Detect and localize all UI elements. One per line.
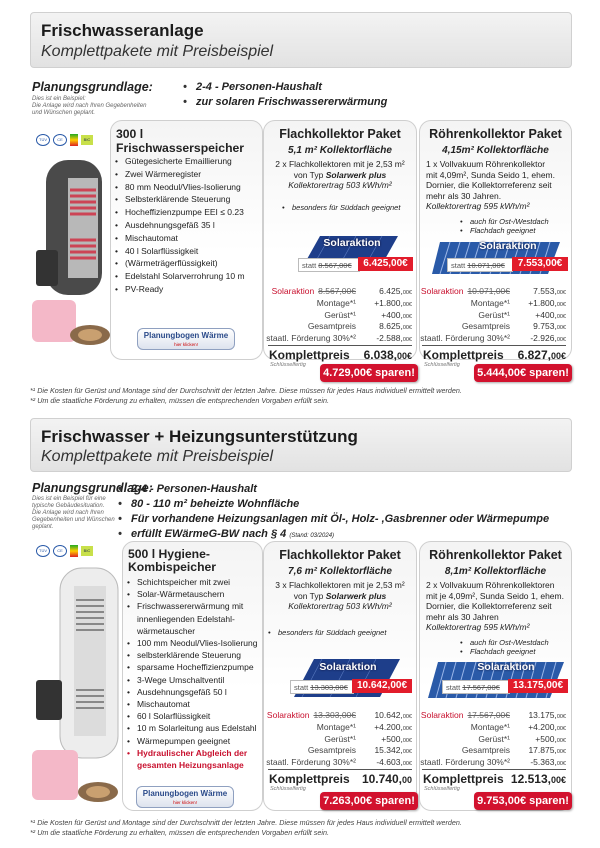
section2-tube-desc: 2 x Vollvakuum Röhrenkollektoren mit je 4,09m², Sunda Seido 1, ehem. Dornier, die Kollektorreferenz seit mehr als 30 Jahren Kollektorertrag 595 kWh/m² — [426, 580, 564, 632]
section1-tube-komplett-value: 6.827,00€ — [517, 348, 566, 362]
price-row: staatl. Förderung 30%*² -5.363,00€ — [420, 757, 566, 768]
section2-tube-statt: statt 17.567,00€ — [442, 680, 510, 694]
section2-tube-aktion: Solaraktion — [477, 661, 535, 673]
section1-tube-schluessel: Schlüsselfertig — [424, 362, 460, 368]
section1-tube-prices — [422, 286, 566, 345]
tuv-logo-icon: TÜV — [36, 545, 50, 557]
section2-flat-notes: • besonders für Süddach geeignet — [268, 628, 386, 637]
section2-tube-komplett-value: 12.513,00€ — [510, 772, 566, 786]
section2-flat-statt: statt 13.303,00€ — [290, 680, 354, 694]
price-row: Gesamtpreis 17.875,00€ — [461, 745, 566, 756]
planungsbogen-button-1[interactable]: Planungbogen Wärme hier klicken! — [137, 328, 235, 350]
section2-footnotes: *¹ Die Kosten für Gerüst und Montage sind der Durchschnitt der letzten Jahre. Diese müssen für jedes Haus individuell ermittelt werden. *² Um die staatliche Förderung zu erhalten, müssen die entsprechenden Vorgaben erfüllt sein. — [30, 818, 462, 837]
section1-subtitle: Komplettpakete mit Preisbeispiel — [41, 43, 274, 60]
energy-label-icon — [70, 134, 78, 146]
planungsbogen-button-2[interactable]: Planungbogen Wärme hier klicken! — [136, 786, 234, 808]
section1-flat-aktion-price: 6.425,00€ — [358, 257, 413, 271]
section2-tube-komplett-label: Komplettpreis — [423, 772, 504, 786]
section1-tube-komplett-label: Komplettpreis — [423, 348, 504, 362]
section1-title: Frischwasseranlage — [41, 21, 204, 40]
price-row: Solaraktion 8.567,00€ 6.425,00€ — [271, 286, 412, 296]
section1-bullets: • 2-4 - Personen-Haushalt • zur solaren Frischwassererwärmung — [183, 80, 387, 110]
price-row: Gerüst*¹ +400,00€ — [478, 309, 566, 320]
energy-label-icon — [70, 545, 78, 557]
section2-flat-komplett-label: Komplettpreis — [269, 772, 350, 786]
section1-footnotes: *¹ Die Kosten für Gerüst und Montage sind der Durchschnitt der letzten Jahre. Diese müssen für jedes Haus individuell ermittelt werden. *² Um die staatliche Förderung zu erhalten, müssen die entsprechenden Vorgaben erfüllt sein. — [30, 386, 462, 405]
section2-title: Frischwasser + Heizungsunterstützung — [41, 427, 358, 446]
section1-planning-note: Dies ist ein Beispiel: Die Anlage wird nach Ihren Gegebenheiten und Wünschen geplant. — [32, 96, 147, 116]
section2-tube-schluessel: Schlüsselfertig — [424, 786, 460, 792]
section1-flat-schluessel: Schlüsselfertig — [270, 362, 306, 368]
tuv-logo-icon: TÜV — [36, 134, 50, 146]
section1-tube-statt: statt 10.071,00€ — [447, 258, 513, 272]
section1-flat-statt: statt 8.567,00€ — [298, 258, 360, 272]
section2-storage-panel — [122, 541, 263, 811]
section1-flat-komplett-label: Komplettpreis — [269, 348, 350, 362]
price-row: Gesamtpreis 8.625,00€ — [307, 321, 412, 332]
price-row: Gesamtpreis 9.753,00€ — [461, 321, 566, 332]
section1-flat-aktion: Solaraktion — [323, 237, 381, 249]
section2-planning-title: Planungsgrundlage: — [32, 481, 153, 495]
section1-flat-notes: • besonders für Süddach geeignet — [282, 203, 400, 212]
kombi-storage-image — [30, 560, 122, 820]
section1-tube-notes: • auch für Ost-/Westdach • Flachdach geeignet — [460, 217, 549, 235]
section1-tube-separator — [422, 345, 566, 346]
section1-flat-prices — [268, 286, 412, 345]
bic-logo-icon: BIC — [81, 546, 93, 556]
price-row: Gerüst*¹ +500,00€ — [478, 733, 566, 744]
price-row: staatl. Förderung 30%*² -2.926,00€ — [420, 333, 566, 344]
section1-tube-subtitle: 4,15m² Kollektorfläche — [442, 145, 549, 156]
bic-logo-icon: BIC — [81, 135, 93, 145]
price-row: Solaraktion 17.567,00€ 13.175,00€ — [420, 710, 566, 720]
section2-tube-sparen-badge: 9.753,00€ sparen! — [474, 792, 572, 810]
section2-tube-prices — [422, 710, 566, 769]
section1-flat-desc: 2 x Flachkollektoren mit je 2,53 m² von Typ Solarwerk plus Kollektorertrag 503 kWh/m² — [275, 159, 405, 190]
section1-flat-sparen-badge: 4.729,00€ sparen! — [320, 364, 418, 382]
price-row: staatl. Förderung 30%*² -2.588,00€ — [266, 333, 412, 344]
section1-flat-title: Flachkollektor Paket — [279, 127, 401, 141]
price-row: Montage*¹ +1.800,00€ — [470, 297, 566, 308]
ce-logo-icon: CE — [53, 134, 67, 146]
section2-tube-title: Röhrenkollektor Paket — [429, 548, 562, 562]
section2-bullets: • 2-4 - Personen-Haushalt • 80 - 110 m² beheizte Wohnfläche • Für vorhandene Heizungsanlagen mit Öl-, Holz- ,Gasbrenner oder Wärmepumpe • erfüllt EWärmeG-BW nach § 4 (Stand: 03/2024) — [118, 482, 578, 544]
certification-logos — [36, 134, 93, 146]
section1-planning-title: Planungsgrundlage: — [32, 80, 153, 94]
section2-tube-notes: • auch für Ost-/Westdach • Flachdach geeignet — [460, 638, 549, 656]
section1-tube-desc: 1 x Vollvakuum Röhrenkollektor mit 4,09m², Sunda Seido 1, ehem. Dornier, die Kollektorreferenz seit mehr als 30 Jahren. Kollektorertrag 595 kWh/m² — [426, 159, 555, 211]
section1-tube-title: Röhrenkollektor Paket — [429, 127, 562, 141]
price-row: Gerüst*¹ +500,00€ — [324, 733, 412, 744]
section2-flat-desc: 3 x Flachkollektoren mit je 2,53 m² von Typ Solarwerk plus Kollektorertrag 503 kWh/m² — [275, 580, 405, 611]
price-row: Gerüst*¹ +400,00€ — [324, 309, 412, 320]
storage-tank-image — [28, 150, 112, 370]
section2-header — [30, 418, 572, 472]
section2-planning-note: Dies ist ein Beispiel für eine typische Gebäudesituation. Die Anlage wird nach Ihren Gegebenheiten und Wünschen geplant. — [32, 496, 115, 530]
section2-flat-separator — [268, 769, 412, 770]
section2-storage-features: • Schichtspeicher mit zwei • Solar-Wärmetauschern • Frischwassererwärmung mit innenliegenden Edelstahl-wärmetauscher • 100 mm Neodul/Vlies-Isolierung • selbsterklärende Steuerung • sparsame Hocheffizienzpumpe • 3-Wege Umschaltventil • Ausdehnungsgefäß 50 l • Mischautomat • 60 l Solarflüssigkeit • 10 m Solarleitung aus Edelstahl • Wärmepumpen geeignet • Hydraulischer Abgleich der gesamten Heizungsanlage — [127, 576, 263, 771]
section2-flat-aktion: Solaraktion — [319, 661, 377, 673]
section1-storage-panel — [110, 120, 263, 360]
section2-flat-sparen-badge: 7.263,00€ sparen! — [320, 792, 418, 810]
section2-flat-prices — [268, 710, 412, 769]
section2-flat-schluessel: Schlüsselfertig — [270, 786, 306, 792]
price-row: staatl. Förderung 30%*² -4.603,00€ — [266, 757, 412, 768]
price-row: Solaraktion 10.071,00€ 7.553,00€ — [420, 286, 566, 296]
section1-flat-komplett-value: 6.038,00€ — [363, 348, 412, 362]
section1-flat-subtitle: 5,1 m² Kollektorfläche — [288, 145, 392, 156]
section2-storage-title: 500 l Hygiene-Kombispeicher — [128, 547, 217, 574]
section2-flat-komplett-value: 10.740,00 — [361, 772, 412, 786]
section1-flat-separator — [268, 345, 412, 346]
section1-tube-aktion-price: 7.553,00€ — [512, 257, 568, 271]
section2-flat-title: Flachkollektor Paket — [279, 548, 401, 562]
section2-flat-subtitle: 7,6 m² Kollektorfläche — [288, 566, 392, 577]
certification-logos-2 — [36, 545, 93, 557]
price-row: Solaraktion 13.303,00€ 10.642,00€ — [266, 710, 412, 720]
price-row: Montage*¹ +1.800,00€ — [316, 297, 412, 308]
section1-header — [30, 12, 572, 68]
price-row: Gesamtpreis 15.342,00€ — [307, 745, 412, 756]
ce-logo-icon: CE — [53, 545, 67, 557]
price-row: Montage*¹ +4.200,00€ — [470, 721, 566, 732]
section2-tube-separator — [422, 769, 566, 770]
section1-storage-features: • Gütegesicherte Emaillierung • Zwei Wärmeregister • 80 mm Neodul/Vlies-Isolierung • Selbsterklärende Steuerung • Hocheffizienzpumpe EEI ≤ 0.23 • Ausdehnungsgefäß 35 l • Mischautomat • 40 l Solarflüssigkeit • (Wärmeträgerflüssigkeit) • Edelstahl Solarverrohrung 10 m • PV-Ready — [115, 155, 261, 296]
price-row: Montage*¹ +4.200,00€ — [316, 721, 412, 732]
section2-tube-aktion-price: 13.175,00€ — [508, 679, 568, 693]
section2-tube-subtitle: 8,1m² Kollektorfläche — [444, 566, 547, 577]
section2-flat-aktion-price: 10.642,00€ — [352, 679, 412, 693]
section2-subtitle: Komplettpakete mit Preisbeispiel — [41, 448, 274, 465]
section1-tube-sparen-badge: 5.444,00€ sparen! — [474, 364, 572, 382]
section1-tube-aktion: Solaraktion — [479, 240, 537, 252]
section1-storage-title: 300 l Frischwasserspeicher — [116, 127, 245, 155]
